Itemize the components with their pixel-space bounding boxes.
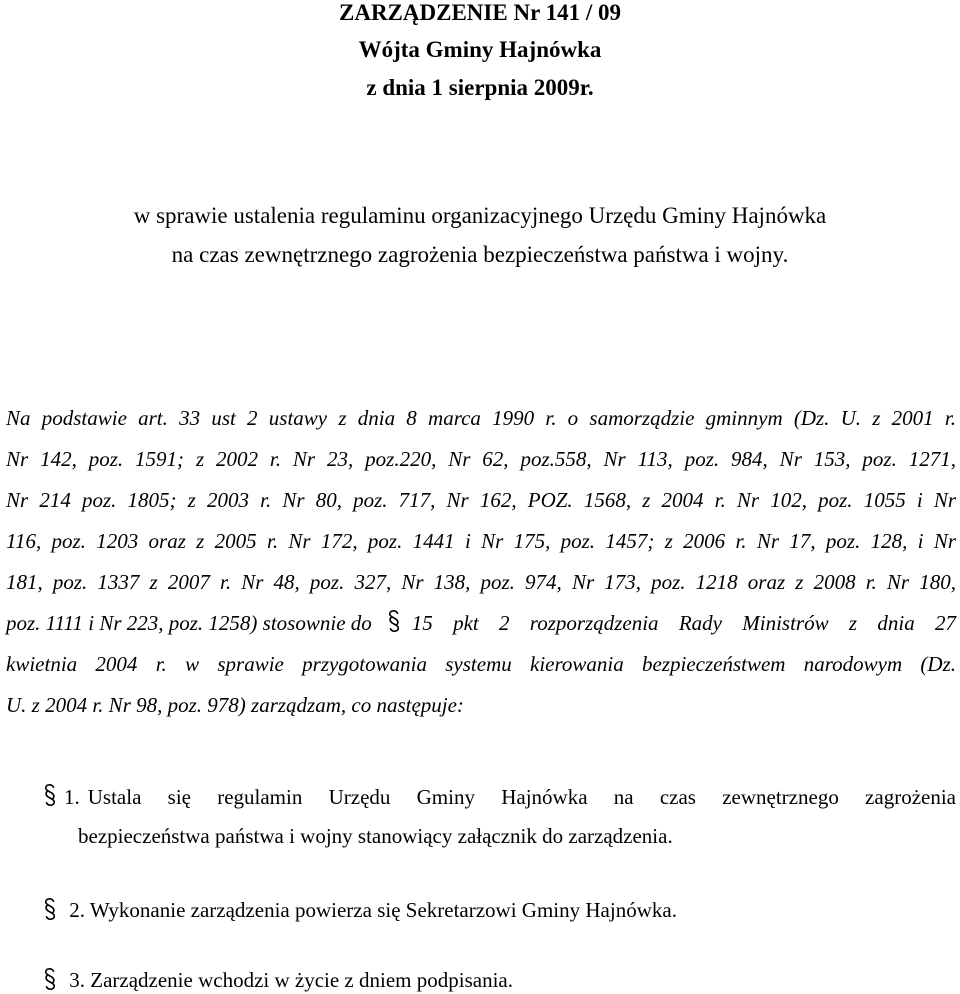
preamble-line-8: U. z 2004 r. Nr 98, poz. 978) zarządzam, co następuje: (6, 693, 464, 717)
preamble-line-6-start: poz. 1111 i Nr 223, poz. 1258) stosownie do (6, 611, 372, 635)
section-1-text-line-1: Ustala się regulamin Urzędu Gminy Hajnówka na czas zewnętrznego zagrożenia (87, 785, 956, 809)
preamble-line-4: 116, poz. 1203 oraz z 2005 r. Nr 172, poz. 1441 i Nr 175, poz. 1457; z 2006 r. Nr 17, poz. 128, i Nr (6, 529, 956, 553)
preamble-line-6 (6, 609, 956, 637)
document-title: ZARZĄDZENIE Nr 141 / 09 (339, 0, 621, 25)
section-sign-icon (386, 609, 402, 633)
preamble-line-6-end: 15 pkt 2 rozporządzenia Rady Ministrów z dnia 27 (411, 611, 956, 635)
section-3-number: 3 (69, 968, 80, 992)
preamble-line-2: Nr 142, poz. 1591; z 2002 r. Nr 23, poz.220, Nr 62, poz.558, Nr 113, poz. 984, Nr 153, poz. 1271, (6, 447, 956, 471)
preamble-line-5: 181, poz. 1337 z 2007 r. Nr 48, poz. 327, Nr 138, poz. 974, Nr 173, poz. 1218 oraz z 2008 r. Nr 180, (6, 570, 956, 594)
section-sign-icon (42, 967, 58, 991)
section-3 (42, 966, 513, 994)
preamble-line-7: kwietnia 2004 r. w sprawie przygotowania systemu kierowania bezpieczeństwem narodowym (Dz. (6, 652, 956, 676)
section-1-number: 1 (64, 785, 75, 809)
section-3-dot: . (79, 968, 91, 992)
subject-line-2: na czas zewnętrznego zagrożenia bezpieczeństwa państwa i wojny. (171, 242, 789, 267)
section-2-number: 2 (69, 898, 80, 922)
section-sign-icon (42, 897, 58, 921)
section-1-dot: . (74, 785, 80, 809)
date-line: z dnia 1 sierpnia 2009r. (366, 75, 594, 100)
section-sign-icon (42, 783, 58, 807)
section-3-text: Zarządzenie wchodzi w życie z dniem podpisania. (90, 968, 513, 992)
preamble-line-3: Nr 214 poz. 1805; z 2003 r. Nr 80, poz. 717, Nr 162, POZ. 1568, z 2004 r. Nr 102, poz. 1055 i Nr (6, 488, 956, 512)
section-1 (42, 783, 956, 811)
section-1-text-line-2: bezpieczeństwa państwa i wojny stanowiący załącznik do zarządzenia. (78, 824, 673, 848)
subject-line-1: w sprawie ustalenia regulaminu organizacyjnego Urzędu Gminy Hajnówka (133, 203, 827, 228)
section-2 (42, 896, 677, 924)
preamble-line-1: Na podstawie art. 33 ust 2 ustawy z dnia 8 marca 1990 r. o samorządzie gminnym (Dz. U. z 2001 r. (6, 406, 956, 430)
section-2-dot: . (79, 898, 90, 922)
section-2-text: Wykonanie zarządzenia powierza się Sekretarzowi Gminy Hajnówka. (89, 898, 677, 922)
issuer-line: Wójta Gminy Hajnówka (358, 37, 602, 62)
